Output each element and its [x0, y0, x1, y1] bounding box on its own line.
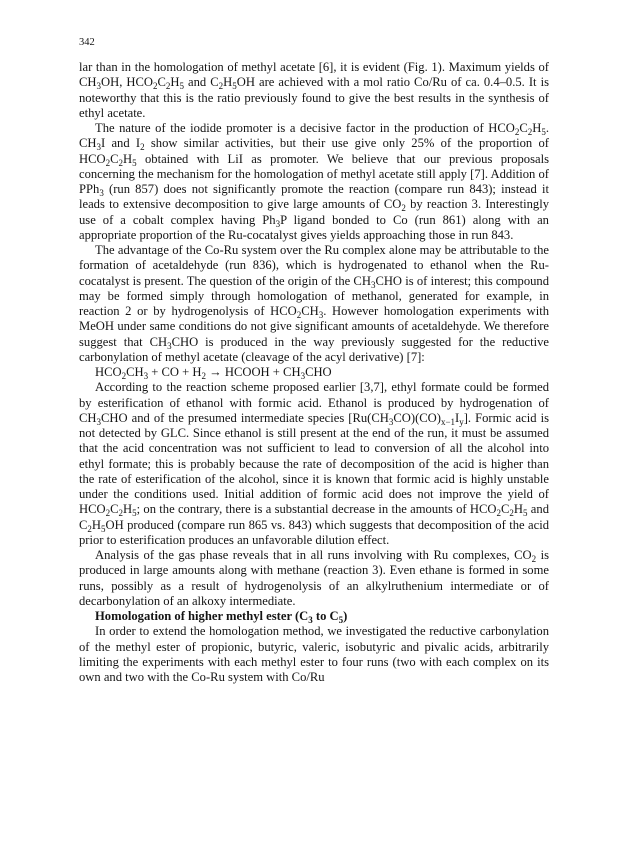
- text-run: obtained with LiI as promoter. We believe that our previous proposals concerning the mechanism for the homologation of methyl acetate still apply [7]. Addition of PPh: [79, 151, 549, 196]
- text-run: + CO + H: [148, 365, 202, 379]
- text-run: I and I: [101, 136, 141, 151]
- paragraph-4: [79, 380, 549, 548]
- text-run: CHO is of interest; this compound may be formed simply through homologation of methanol, generated for example, in reaction 2 or by hydrogenolysis of HCO: [79, 273, 550, 318]
- text-run: lar than in the homologation of methyl acetate [6], it is evident (Fig. 1). Maximum yields of CH: [79, 60, 549, 90]
- text-run: to C: [312, 609, 339, 623]
- text-run: H: [532, 121, 542, 135]
- paragraph-3: [79, 243, 549, 365]
- subscript: 2: [509, 508, 514, 519]
- text-run: H: [123, 502, 133, 517]
- text-run: H: [513, 502, 524, 517]
- text-run: Homologation of higher methyl ester (C: [95, 609, 309, 623]
- subscript: 2: [296, 310, 302, 320]
- text-run: C: [110, 502, 119, 517]
- text-run: (run 857) does not significantly promote the reaction (compare run 843); instead it leads to extensive decomposition to give large amounts of CO: [79, 182, 549, 212]
- subscript: 2: [401, 203, 406, 214]
- text-run: H: [91, 517, 102, 532]
- text-run: → HCOOH + CH: [205, 365, 301, 379]
- paragraph-2: [79, 121, 549, 243]
- subscript: 5: [132, 508, 137, 519]
- body-text: [79, 60, 549, 685]
- subscript: 3: [167, 340, 172, 351]
- page-number: 342: [79, 37, 95, 48]
- text-run: and C: [79, 502, 549, 532]
- subscript: 2: [218, 81, 224, 92]
- text-run: CHO: [305, 365, 332, 379]
- subscript: 5: [541, 127, 546, 137]
- subscript: 3: [308, 615, 313, 625]
- subscript: 2: [152, 81, 158, 92]
- text-run: HCO: [95, 365, 122, 379]
- text-run: OH produced (compare run 865 vs. 843) which suggests that decomposition of the acid prior to esterification produces an unfavorable dilution effect.: [79, 517, 549, 547]
- subscript: 5: [132, 157, 137, 168]
- subscript: 3: [300, 371, 306, 381]
- text-run: The advantage of the Co-Ru system over the Ru complex alone may be attributable to the formation of acetaldehyde (run 836), which is hydrogenated to ethanol when the Ru-cocatalyst is present. The question of the origin of the CH: [79, 243, 549, 288]
- subscript: 2: [165, 81, 171, 92]
- text-run: P ligand bonded to Co (run 861) along with an appropriate proportion of the Ru-cocatalyst gives yields approaching those in run 843.: [79, 212, 549, 242]
- subscript: 2: [87, 523, 92, 534]
- subscript: 2: [514, 127, 520, 137]
- text-run: . However homologation experiments with MeOH under same conditions do not give significant amounts of acetaldehyde. We therefore suggest that CH: [79, 304, 549, 349]
- paragraph-5: [79, 548, 549, 609]
- subscript: 3: [318, 310, 324, 320]
- text-run: The nature of the iodide promoter is a decisive factor in the production of HCO: [95, 121, 515, 135]
- text-run: ]. Formic acid is not detected by GLC. Since ethanol is still present at the end of the run, it must be assumed that the acid concentration was not sufficient to lead to conversion of all the alcohol into ethyl formate; this is probably because the rate of decomposition of the acid is higher than the rate of esterification of the alcohol, since it is known that formic acid is highly unstable under the conditions used. Initial addition of formic acid does not improve the yield of HCO: [79, 410, 549, 517]
- subscript: 2: [496, 508, 501, 519]
- text-run: show similar activities, but their use give only 25% of the proportion of HCO: [79, 136, 549, 166]
- subscript: 3: [388, 416, 394, 427]
- paragraph-1: [79, 60, 549, 121]
- subscript: 5: [101, 523, 106, 534]
- subscript: 5: [179, 81, 184, 92]
- subscript: 3: [96, 416, 101, 427]
- text-run: CO)(CO): [393, 410, 441, 425]
- text-run: is produced in large amounts along with methane (reaction 3). Even ethane is formed in some runs, possibly as a result of hydrogenolysis of an alkylruthenium intermediate or of decarbonylation of an alkoxy intermediate.: [79, 548, 549, 608]
- subscript: 2: [118, 157, 123, 168]
- subscript: 3: [370, 279, 376, 290]
- subscript: 3: [96, 142, 101, 153]
- text-run: CHO and of the presumed intermediate species [Ru(CH: [101, 410, 389, 425]
- subscript: 3: [99, 188, 104, 198]
- text-run: According to the reaction scheme proposed earlier [3,7], ethyl formate could be formed by esterification of ethanol with formic acid. Ethanol is produced by hydrogenation of CH: [79, 380, 549, 425]
- text-run: C: [519, 121, 528, 135]
- text-run: CH: [301, 304, 319, 318]
- text-run: ): [343, 609, 348, 623]
- section-heading: [79, 609, 549, 624]
- text-run: OH, HCO: [101, 75, 153, 90]
- text-run: CHO is produced in the way previously suggested for the reductive carbonylation of methyl acetate (cleavage of the acyl derivative) [7]:: [79, 334, 549, 364]
- subscript: 2: [531, 554, 537, 564]
- subscript: 5: [232, 81, 237, 92]
- subscript: 2: [118, 508, 123, 519]
- text-run: CH: [126, 365, 144, 379]
- text-run: . CH: [79, 121, 549, 151]
- subscript: 2: [527, 127, 533, 137]
- text-run: and C: [184, 75, 219, 90]
- text-run: H: [223, 75, 233, 90]
- subscript: 2: [121, 371, 127, 381]
- subscript: 3: [275, 218, 281, 229]
- subscript: 5: [338, 615, 344, 625]
- text-run: In order to extend the homologation method, we investigated the reductive carbonylation of the methyl ester of propionic, butyric, valeric, isobutyric and pivalic acids, arbitrarily limiting the experiments with each methyl ester to four runs (two with each complex on its own and two with the Co-Ru system with Co/Ru: [79, 624, 549, 684]
- reaction-equation: [79, 365, 549, 380]
- subscript: y: [459, 416, 464, 427]
- text-run: C: [110, 151, 119, 166]
- subscript: 2: [140, 142, 145, 153]
- subscript: 5: [523, 508, 528, 519]
- paragraph-6: [79, 624, 549, 685]
- subscript: x−1: [440, 416, 456, 427]
- text-run: OH are achieved with a mol ratio Co/Ru of ca. 0.4–0.5. It is noteworthy that this is the ratio previously found to give the best results in the synthesis of ethyl acetate.: [79, 75, 549, 120]
- text-run: C: [501, 502, 510, 517]
- text-run: Analysis of the gas phase reveals that in all runs involving with Ru complexes, CO: [95, 548, 532, 562]
- text-run: C: [157, 75, 166, 90]
- text-run: ; on the contrary, there is a substantial decrease in the amounts of HCO: [136, 502, 497, 517]
- subscript: 2: [105, 508, 111, 519]
- text-run: H: [123, 151, 133, 166]
- subscript: 3: [96, 81, 101, 92]
- text-run: by reaction 3. Interestingly use of a cobalt complex having Ph: [79, 197, 549, 227]
- subscript: 3: [143, 371, 149, 381]
- text-run: I: [455, 410, 460, 425]
- text-run: H: [170, 75, 180, 90]
- subscript: 2: [105, 157, 111, 168]
- subscript: 2: [201, 371, 206, 381]
